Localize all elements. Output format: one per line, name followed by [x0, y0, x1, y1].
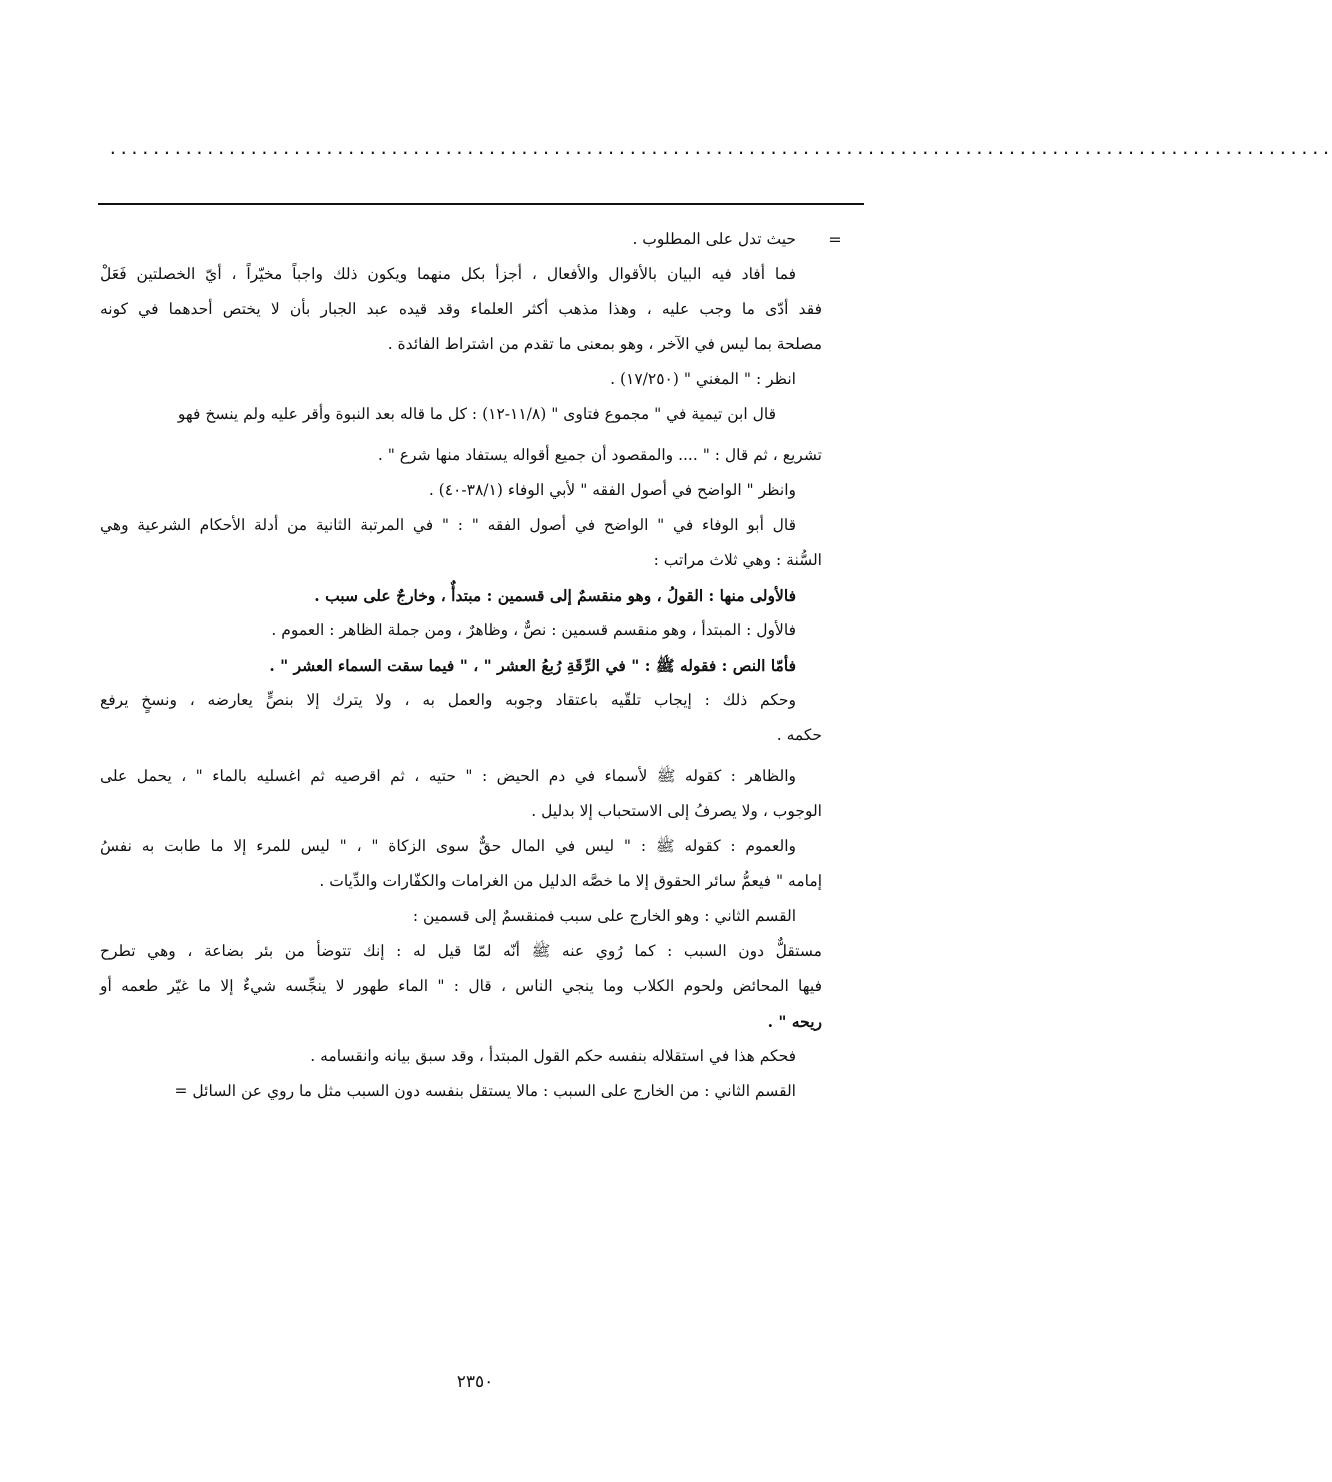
footnote-line: وانظر " الواضح في أصول الفقه " لأبي الوفاء (٣٨/١-٤٠) . — [428, 481, 796, 499]
footnote-line: ريحه " . — [767, 1012, 822, 1031]
footnote-line: قال أبو الوفاء في " الواضح في أصول الفقه " : " في المرتبة الثانية من أدلة الأحكام الشرعية وهي — [100, 516, 796, 534]
footnote-line: فأمّا النص : فقوله ﷺ : " في الرِّقَةِ رُبعُ العشر " ، " فيما سقت السماء العشر " . — [269, 656, 796, 675]
footnote-line: القسم الثاني : من الخارج على السبب : مالا يستقل بنفسه دون السبب مثل ما روي عن السائل = — [174, 1082, 796, 1100]
footnote-line: والظاهر : كقوله ﷺ لأسماء في دم الحيض : " حتيه ، ثم اقرصيه ثم اغسليه بالماء " ، يحمل على — [100, 767, 796, 785]
footnote-line: فالأولى منها : القولُ ، وهو منقسمٌ إلى قسمين : مبتدأٌ ، وخارجٌ على سبب . — [314, 586, 796, 605]
footnote-line: والعموم : كقوله ﷺ : " ليس في المال حقٌّ سوى الزكاة " ، " ليس للمرء إلا ما طابت به نفسُ — [100, 837, 796, 855]
footnote-line: السُّنة : وهي ثلاث مراتب : — [653, 551, 822, 569]
footnote-line: قال ابن تيمية في " مجموع فتاوى " (١١/٨-١٢) : كل ما قاله بعد النبوة وأقر عليه ولم ينسخ فهو — [177, 405, 776, 423]
footnote-line: إمامه " فيعمُّ سائر الحقوق إلا ما خصَّه الدليل من الغرامات والكفّارات والدِّيات . — [319, 872, 822, 890]
footnote-rule — [98, 203, 864, 205]
dotted-separator: ................................................................................................................. — [108, 139, 1332, 158]
footnote-line: فما أفاد فيه البيان بالأقوال والأفعال ، أجزأ بكل منهما ويكون ذلك واجباً مخيّراً ، أيّ الخصلتين فَعَلْ — [100, 265, 796, 283]
footnote-line: انظر : " المغني " (١٧/٢٥٠) . — [610, 370, 796, 388]
footnote-line: القسم الثاني : وهو الخارج على سبب فمنقسمٌ إلى قسمين : — [412, 907, 796, 925]
footnote-line: تشريع ، ثم قال : " .... والمقصود أن جميع أقواله يستفاد منها شرع " . — [377, 446, 822, 464]
continuation-mark: = — [828, 230, 842, 249]
footnote-line: فقد أدّى ما وجب عليه ، وهذا مذهب أكثر العلماء وقد قيده عبد الجبار بأن لا يختص أحدهما في كونه — [100, 300, 822, 318]
footnote-line: حكمه . — [776, 726, 822, 744]
footnote-line: الوجوب ، ولا يصرفُ إلى الاستحباب إلا بدليل . — [531, 802, 822, 820]
footnote-block — [100, 222, 822, 1109]
footnote-line: فيها المحائض ولحوم الكلاب وما ينجي الناس ، قال : " الماء طهور لا ينجِّسه شيءٌ إلا ما غيّر طعمه أو — [100, 977, 822, 995]
footnote-line: وحكم ذلك : إيجاب تلقّيه باعتقاد وجوبه والعمل به ، ولا يترك إلا بنصٍّ يعارضه ، ونسخٍ يرفع — [100, 691, 796, 709]
footnote-line: فالأول : المبتدأ ، وهو منقسم قسمين : نصٌّ ، وظاهرٌ ، ومن جملة الظاهر : العموم . — [271, 621, 796, 639]
footnote-line: مستقلٌّ دون السبب : كما رُوي عنه ﷺ أنّه لمّا قيل له : إنك تتوضأ من بئر بضاعة ، وهي تطرح — [100, 942, 822, 960]
footnote-line: حيث تدل على المطلوب . — [632, 230, 796, 248]
page-number: ٢٣٥٠ — [456, 1372, 494, 1392]
footnote-line: مصلحة بما ليس في الآخر ، وهو بمعنى ما تقدم من اشتراط الفائدة . — [387, 335, 822, 353]
footnote-line: فحكم هذا في استقلاله بنفسه حكم القول المبتدأ ، وقد سبق بيانه وانقسامه . — [310, 1047, 796, 1065]
